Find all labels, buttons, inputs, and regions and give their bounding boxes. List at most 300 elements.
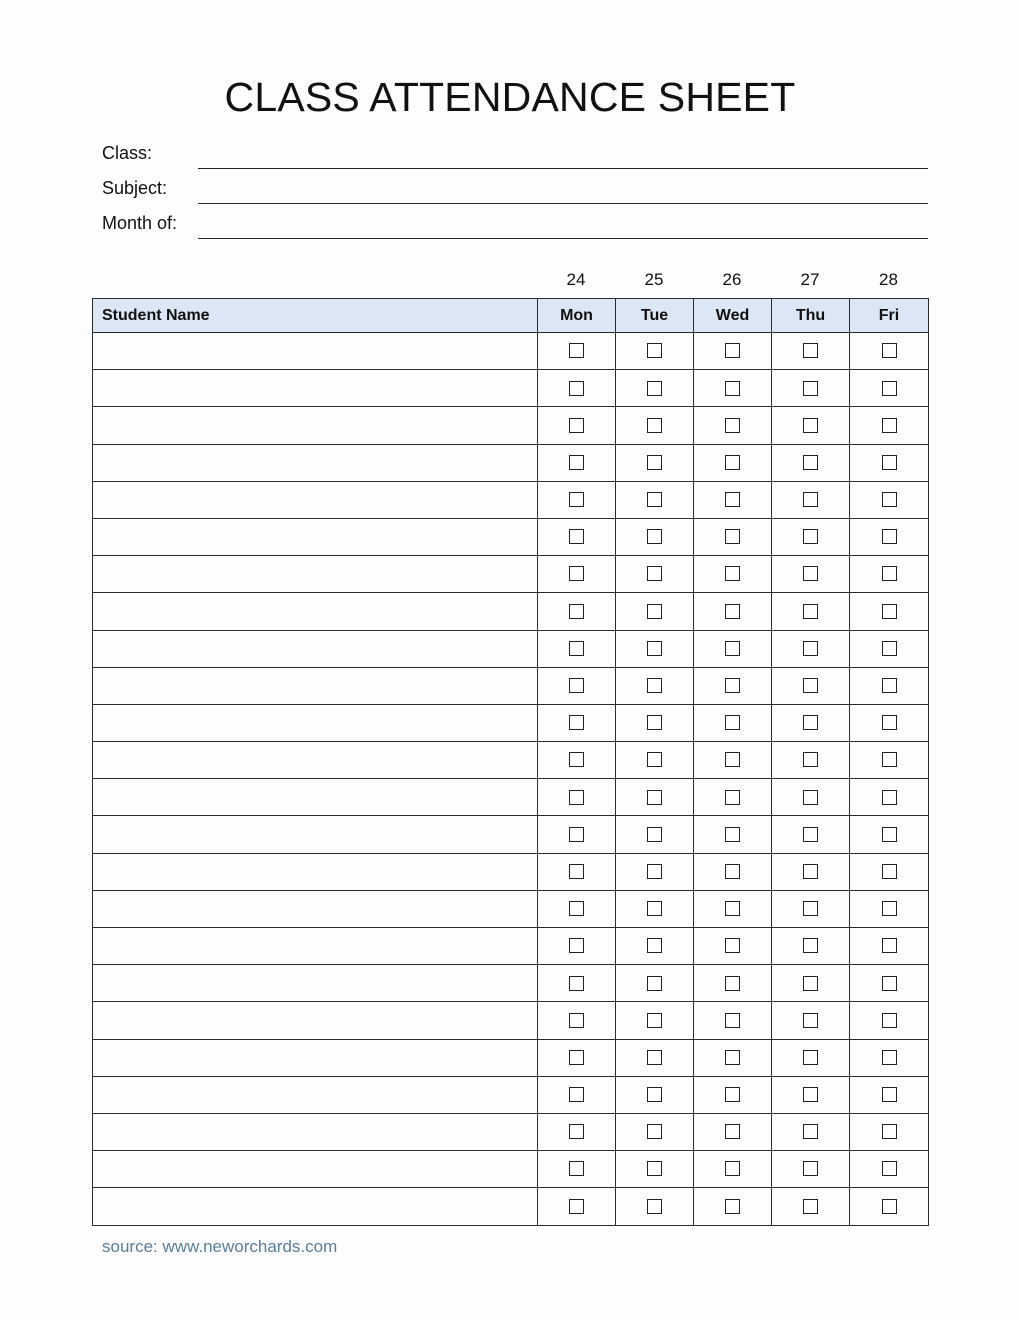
student-name-cell[interactable] [93,1113,538,1150]
student-name-cell[interactable] [93,890,538,927]
attendance-checkbox[interactable] [647,1161,662,1176]
attendance-checkbox[interactable] [647,901,662,916]
attendance-checkbox[interactable] [882,976,897,991]
attendance-checkbox[interactable] [882,678,897,693]
attendance-cell [538,890,616,927]
student-name-cell[interactable] [93,928,538,965]
student-name-cell[interactable] [93,667,538,704]
attendance-checkbox[interactable] [647,604,662,619]
attendance-checkbox[interactable] [882,715,897,730]
attendance-cell [538,444,616,481]
table-row [93,742,929,779]
attendance-checkbox[interactable] [569,938,584,953]
attendance-cell [694,407,772,444]
date-row [537,270,928,290]
student-name-cell[interactable] [93,1151,538,1188]
attendance-cell [850,481,929,518]
attendance-checkbox[interactable] [569,1161,584,1176]
table-row [93,853,929,890]
month-input-line[interactable] [198,238,928,239]
attendance-cell [616,481,694,518]
attendance-cell [772,1039,850,1076]
attendance-checkbox[interactable] [803,418,818,433]
attendance-cell [616,1002,694,1039]
student-name-cell[interactable] [93,370,538,407]
attendance-checkbox[interactable] [647,381,662,396]
attendance-cell [850,593,929,630]
attendance-cell [616,444,694,481]
attendance-checkbox[interactable] [725,752,740,767]
date-label: 24 [566,270,586,289]
attendance-cell [772,556,850,593]
attendance-checkbox[interactable] [569,976,584,991]
attendance-checkbox[interactable] [803,455,818,470]
attendance-checkbox[interactable] [569,1013,584,1028]
attendance-cell [616,407,694,444]
attendance-cell [616,333,694,370]
date-label: 27 [800,270,820,289]
attendance-cell [850,1039,929,1076]
attendance-checkbox[interactable] [569,343,584,358]
attendance-checkbox[interactable] [569,492,584,507]
attendance-checkbox[interactable] [803,678,818,693]
attendance-cell [850,1076,929,1113]
table-row [93,816,929,853]
attendance-checkbox[interactable] [647,752,662,767]
attendance-cell [694,742,772,779]
day-header: Tue [616,299,694,333]
attendance-checkbox[interactable] [569,455,584,470]
attendance-checkbox[interactable] [725,418,740,433]
attendance-checkbox[interactable] [803,901,818,916]
attendance-cell [850,890,929,927]
attendance-checkbox[interactable] [647,827,662,842]
attendance-cell [850,444,929,481]
attendance-cell [850,1151,929,1188]
attendance-cell [694,1002,772,1039]
attendance-checkbox[interactable] [803,529,818,544]
attendance-cell [616,518,694,555]
attendance-checkbox[interactable] [725,343,740,358]
attendance-cell [616,667,694,704]
attendance-checkbox[interactable] [725,566,740,581]
attendance-checkbox[interactable] [647,1087,662,1102]
attendance-checkbox[interactable] [569,418,584,433]
attendance-checkbox[interactable] [569,566,584,581]
attendance-checkbox[interactable] [803,976,818,991]
attendance-cell [694,518,772,555]
table-row [93,779,929,816]
attendance-checkbox[interactable] [803,492,818,507]
table-row [93,1076,929,1113]
student-name-cell[interactable] [93,593,538,630]
attendance-checkbox[interactable] [725,381,740,396]
attendance-checkbox[interactable] [725,455,740,470]
attendance-checkbox[interactable] [882,790,897,805]
attendance-cell [616,742,694,779]
table-row [93,1151,929,1188]
attendance-checkbox[interactable] [569,529,584,544]
attendance-cell [616,890,694,927]
table-row [93,407,929,444]
attendance-cell [616,1188,694,1225]
attendance-cell [850,1113,929,1150]
attendance-cell [850,704,929,741]
attendance-checkbox[interactable] [725,529,740,544]
attendance-cell [616,965,694,1002]
attendance-cell [772,407,850,444]
attendance-checkbox[interactable] [725,790,740,805]
student-name-cell[interactable] [93,518,538,555]
attendance-cell [538,667,616,704]
attendance-cell [850,333,929,370]
attendance-checkbox[interactable] [803,381,818,396]
attendance-checkbox[interactable] [882,1050,897,1065]
month-label: Month of: [102,213,178,233]
attendance-checkbox[interactable] [569,604,584,619]
attendance-cell [772,1188,850,1225]
student-name-cell[interactable] [93,444,538,481]
attendance-cell [616,1113,694,1150]
attendance-cell [616,630,694,667]
page-title: CLASS ATTENDANCE SHEET [224,74,796,120]
attendance-checkbox[interactable] [882,455,897,470]
student-name-cell[interactable] [93,779,538,816]
attendance-checkbox[interactable] [725,827,740,842]
attendance-cell [694,333,772,370]
attendance-cell [538,1113,616,1150]
source-credit: source: www.neworchards.com [102,1237,338,1256]
attendance-checkbox[interactable] [803,938,818,953]
attendance-cell [538,1151,616,1188]
student-name-cell[interactable] [93,481,538,518]
attendance-cell [850,965,929,1002]
table-row [93,444,929,481]
attendance-cell [538,407,616,444]
student-name-cell[interactable] [93,1002,538,1039]
attendance-checkbox[interactable] [725,715,740,730]
attendance-checkbox[interactable] [882,381,897,396]
attendance-checkbox[interactable] [725,864,740,879]
attendance-checkbox[interactable] [569,641,584,656]
attendance-checkbox[interactable] [725,1013,740,1028]
attendance-cell [538,779,616,816]
class-input-line[interactable] [198,168,928,169]
date-label: 25 [644,270,664,289]
attendance-checkbox[interactable] [569,864,584,879]
attendance-cell [772,667,850,704]
attendance-checkbox[interactable] [647,976,662,991]
attendance-checkbox[interactable] [569,381,584,396]
attendance-checkbox[interactable] [882,752,897,767]
attendance-checkbox[interactable] [725,678,740,693]
attendance-cell [538,481,616,518]
table-row [93,704,929,741]
student-name-header: Student Name [93,299,538,333]
attendance-cell [772,593,850,630]
attendance-checkbox[interactable] [647,790,662,805]
table-row [93,1113,929,1150]
month-field[interactable] [102,212,928,242]
attendance-cell [850,779,929,816]
attendance-cell [772,370,850,407]
attendance-checkbox[interactable] [882,1161,897,1176]
attendance-checkbox[interactable] [803,864,818,879]
attendance-cell [772,928,850,965]
table-row [93,965,929,1002]
attendance-checkbox[interactable] [647,1199,662,1214]
attendance-checkbox[interactable] [647,455,662,470]
date-label: 26 [722,270,742,289]
attendance-cell [850,816,929,853]
attendance-checkbox[interactable] [803,1013,818,1028]
table-row [93,518,929,555]
attendance-checkbox[interactable] [882,1124,897,1139]
day-header: Thu [772,299,850,333]
attendance-cell [538,370,616,407]
attendance-cell [694,704,772,741]
attendance-cell [772,1113,850,1150]
attendance-checkbox[interactable] [882,343,897,358]
table-row [93,1002,929,1039]
attendance-cell [694,1113,772,1150]
attendance-checkbox[interactable] [647,1013,662,1028]
attendance-checkbox[interactable] [882,604,897,619]
attendance-cell [772,704,850,741]
attendance-cell [694,630,772,667]
subject-field[interactable] [102,177,928,207]
table-row [93,370,929,407]
date-label: 28 [879,270,898,289]
attendance-checkbox[interactable] [647,566,662,581]
attendance-checkbox[interactable] [647,529,662,544]
attendance-checkbox[interactable] [647,1124,662,1139]
student-name-cell[interactable] [93,816,538,853]
attendance-cell [694,556,772,593]
student-name-cell[interactable] [93,1076,538,1113]
attendance-checkbox[interactable] [647,492,662,507]
attendance-checkbox[interactable] [725,976,740,991]
class-field[interactable] [102,142,928,172]
attendance-checkbox[interactable] [647,938,662,953]
attendance-checkbox[interactable] [725,492,740,507]
attendance-cell [538,1039,616,1076]
attendance-checkbox[interactable] [803,752,818,767]
attendance-checkbox[interactable] [647,418,662,433]
subject-label: Subject: [102,178,168,198]
attendance-cell [616,370,694,407]
attendance-cell [694,370,772,407]
student-name-cell[interactable] [93,1188,538,1225]
attendance-cell [772,1151,850,1188]
attendance-checkbox[interactable] [882,827,897,842]
attendance-checkbox[interactable] [725,1050,740,1065]
attendance-cell [694,890,772,927]
attendance-checkbox[interactable] [569,752,584,767]
attendance-cell [538,630,616,667]
attendance-checkbox[interactable] [882,1087,897,1102]
attendance-checkbox[interactable] [569,827,584,842]
attendance-checkbox[interactable] [569,1124,584,1139]
attendance-cell [772,444,850,481]
attendance-cell [616,779,694,816]
attendance-checkbox[interactable] [803,1199,818,1214]
attendance-checkbox[interactable] [803,715,818,730]
attendance-cell [616,853,694,890]
attendance-checkbox[interactable] [569,678,584,693]
attendance-cell [538,742,616,779]
student-name-cell[interactable] [93,965,538,1002]
attendance-cell [538,333,616,370]
attendance-checkbox[interactable] [882,864,897,879]
attendance-cell [850,1002,929,1039]
attendance-cell [538,816,616,853]
attendance-checkbox[interactable] [569,1199,584,1214]
attendance-cell [694,1039,772,1076]
table-row [93,1188,929,1225]
table-row [93,630,929,667]
attendance-cell [772,630,850,667]
attendance-checkbox[interactable] [803,790,818,805]
attendance-cell [850,742,929,779]
student-name-cell[interactable] [93,742,538,779]
attendance-cell [538,556,616,593]
attendance-checkbox[interactable] [647,864,662,879]
attendance-cell [772,1002,850,1039]
attendance-cell [616,1039,694,1076]
attendance-checkbox[interactable] [882,492,897,507]
attendance-cell [694,853,772,890]
attendance-cell [772,518,850,555]
table-row [93,1039,929,1076]
student-name-cell[interactable] [93,407,538,444]
attendance-checkbox[interactable] [803,604,818,619]
attendance-checkbox[interactable] [882,566,897,581]
attendance-cell [772,816,850,853]
attendance-checkbox[interactable] [569,715,584,730]
attendance-cell [538,853,616,890]
attendance-checkbox[interactable] [882,938,897,953]
attendance-cell [538,704,616,741]
attendance-checkbox[interactable] [803,566,818,581]
attendance-cell [694,928,772,965]
attendance-cell [772,1076,850,1113]
student-name-cell[interactable] [93,556,538,593]
attendance-checkbox[interactable] [803,1050,818,1065]
attendance-checkbox[interactable] [803,1087,818,1102]
attendance-checkbox[interactable] [725,1087,740,1102]
attendance-cell [694,1076,772,1113]
attendance-cell [694,444,772,481]
attendance-checkbox[interactable] [647,678,662,693]
subject-input-line[interactable] [198,203,928,204]
class-label: Class: [102,143,153,163]
attendance-checkbox[interactable] [725,1161,740,1176]
attendance-cell [694,667,772,704]
attendance-cell [772,965,850,1002]
attendance-checkbox[interactable] [882,1199,897,1214]
attendance-cell [616,704,694,741]
attendance-cell [538,965,616,1002]
attendance-cell [694,481,772,518]
attendance-cell [694,816,772,853]
attendance-cell [616,1151,694,1188]
student-name-cell[interactable] [93,704,538,741]
attendance-checkbox[interactable] [725,901,740,916]
attendance-cell [616,1076,694,1113]
day-header: Fri [850,299,929,333]
attendance-cell [616,928,694,965]
attendance-cell [694,1151,772,1188]
attendance-checkbox[interactable] [569,790,584,805]
attendance-cell [694,1188,772,1225]
attendance-cell [538,518,616,555]
table-header-row [93,299,929,333]
attendance-checkbox[interactable] [725,938,740,953]
attendance-cell [850,556,929,593]
attendance-checkbox[interactable] [647,1050,662,1065]
table-row [93,481,929,518]
attendance-checkbox[interactable] [882,529,897,544]
attendance-checkbox[interactable] [647,715,662,730]
attendance-cell [772,779,850,816]
attendance-checkbox[interactable] [803,343,818,358]
attendance-checkbox[interactable] [882,641,897,656]
attendance-cell [538,1076,616,1113]
attendance-checkbox[interactable] [569,901,584,916]
attendance-cell [538,928,616,965]
attendance-checkbox[interactable] [725,641,740,656]
attendance-cell [850,928,929,965]
table-row [93,593,929,630]
attendance-checkbox[interactable] [882,418,897,433]
attendance-cell [694,593,772,630]
table-row [93,928,929,965]
attendance-checkbox[interactable] [803,1124,818,1139]
attendance-checkbox[interactable] [647,641,662,656]
table-row [93,667,929,704]
student-name-cell[interactable] [93,1039,538,1076]
student-name-cell[interactable] [93,630,538,667]
student-name-cell[interactable] [93,853,538,890]
attendance-checkbox[interactable] [725,1199,740,1214]
attendance-checkbox[interactable] [882,901,897,916]
attendance-checkbox[interactable] [803,641,818,656]
attendance-checkbox[interactable] [803,1161,818,1176]
attendance-cell [850,853,929,890]
attendance-checkbox[interactable] [647,343,662,358]
attendance-cell [850,630,929,667]
day-header: Mon [538,299,616,333]
attendance-checkbox[interactable] [882,1013,897,1028]
attendance-cell [772,333,850,370]
attendance-cell [772,890,850,927]
student-name-cell[interactable] [93,333,538,370]
attendance-checkbox[interactable] [725,604,740,619]
attendance-cell [850,518,929,555]
table-row [93,556,929,593]
attendance-table [92,298,929,1226]
attendance-checkbox[interactable] [725,1124,740,1139]
attendance-checkbox[interactable] [569,1087,584,1102]
attendance-cell [850,1188,929,1225]
attendance-cell [616,593,694,630]
attendance-cell [694,965,772,1002]
attendance-cell [772,481,850,518]
attendance-checkbox[interactable] [803,827,818,842]
attendance-checkbox[interactable] [569,1050,584,1065]
table-row [93,890,929,927]
